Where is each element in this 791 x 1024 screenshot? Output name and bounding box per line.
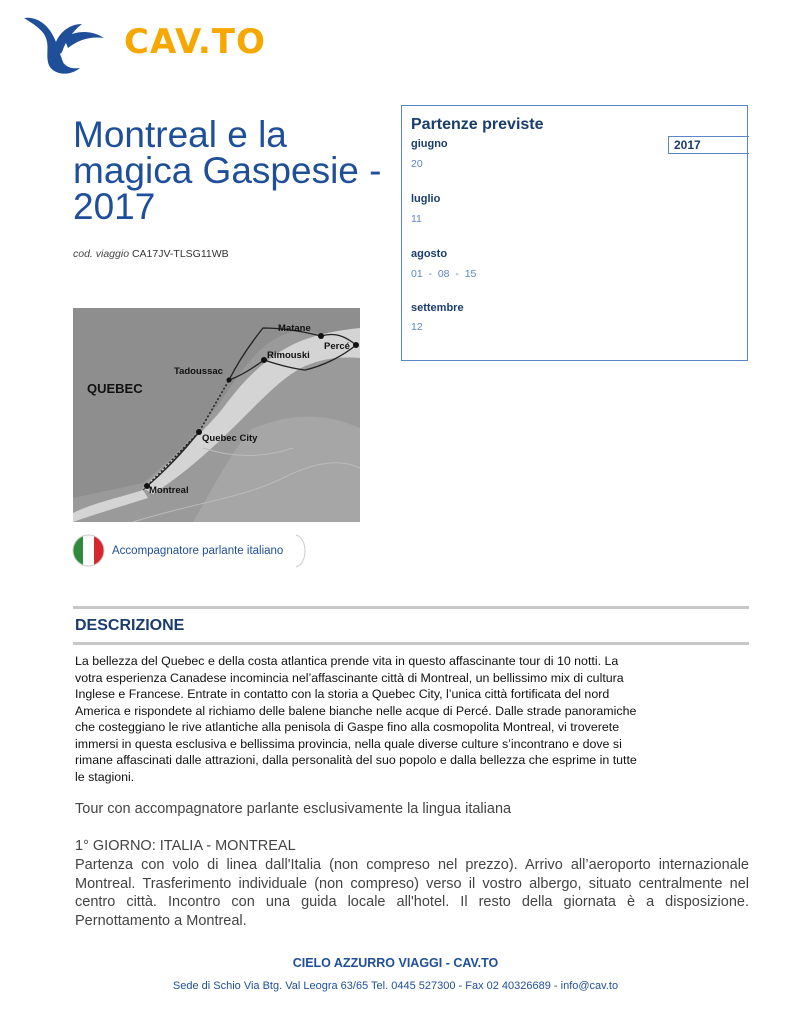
day-1-text: Partenza con volo di linea dall'Italia (non compreso nel prezzo). Arrivo all’aeroporto internazionale Montreal. Trasferimento individuale (non compreso) verso il vostro albergo, situato centralmente nel centro città. Incontro con una guida locale all'hotel. Il resto della giornata è a disposizione. Pernottamento a Montreal. [75, 857, 749, 929]
brand-logo-text: CAV.TO [124, 22, 266, 62]
map-label-rimouski: Rimouski [267, 350, 310, 361]
month-days: 20 [411, 158, 423, 170]
description-heading: DESCRIZIONE [75, 617, 185, 634]
trip-code [73, 248, 229, 260]
month-days: 01 - 08 - 15 [411, 268, 477, 280]
departures-title: Partenze previste [411, 116, 544, 133]
section-divider [73, 606, 749, 609]
map-label-matane: Matane [278, 323, 311, 334]
trip-code-value: CA17JV-TLSG11WB [131, 248, 229, 260]
month-name: settembre [411, 302, 464, 314]
map-label-montreal: Montreal [149, 485, 189, 496]
month-name: luglio [411, 193, 441, 205]
brand-logo-icon [20, 8, 110, 80]
badge-edge-decoration [294, 534, 312, 568]
guide-label: Accompagnatore parlante italiano [112, 545, 284, 557]
departures-box [401, 105, 748, 361]
month-name: giugno [411, 138, 448, 150]
month-days: 12 [411, 321, 423, 333]
map-label-perce: Percé [324, 341, 350, 352]
month-name: agosto [411, 248, 448, 260]
tour-note: Tour con accompagnatore parlante esclusivamente la lingua italiana [75, 801, 512, 817]
italy-flag-icon [72, 534, 105, 567]
description-text: La bellezza del Quebec e della costa atlantica prende vita in questo affascinante tour di 10 notti. La votra esperienza Canadese incomincia nel’affascinante città di Montreal, un bellissimo mix di cultura Inglese e Francese. Entrate in contatto con la storia a Quebec City, l’unica città fortificata del nord America e rispondete al richiamo delle balene bianche nelle acque di Percé. Dalle strade panoramiche che costeggiano le rive atlantiche alla penisola di Gaspe fino alla cosmopolita Montreal, vi troverete immersi in questa esclusiva e bellissima provincia, nella quale diverse culture s’incontrano e dove si rimane affascinati dalle attrazioni, dalla personalità del suo popolo e dalla bellezza che esprime in tutte le stagioni. [75, 654, 637, 784]
trip-title: Montreal e la magica Gaspesie - 2017 [73, 114, 382, 227]
day-1-title: 1° GIORNO: ITALIA - MONTREAL [75, 838, 296, 854]
month-days: 11 [411, 213, 422, 225]
departures-year: 2017 [668, 136, 749, 154]
map-label-tadoussac: Tadoussac [174, 366, 223, 377]
footer-company: CIELO AZZURRO VIAGGI - CAV.TO [292, 956, 499, 970]
route-map [73, 308, 360, 522]
map-label-region: QUEBEC [87, 381, 143, 396]
section-divider [73, 642, 749, 645]
italian-guide-badge [72, 534, 312, 568]
footer-address: Sede di Schio Via Btg. Val Leogra 63/65 Tel. 0445 527300 - Fax 02 40326689 - info@cav.to [172, 980, 619, 992]
map-label-quebec-city: Quebec City [202, 433, 258, 444]
trip-code-label: cod. viaggio [73, 248, 130, 260]
